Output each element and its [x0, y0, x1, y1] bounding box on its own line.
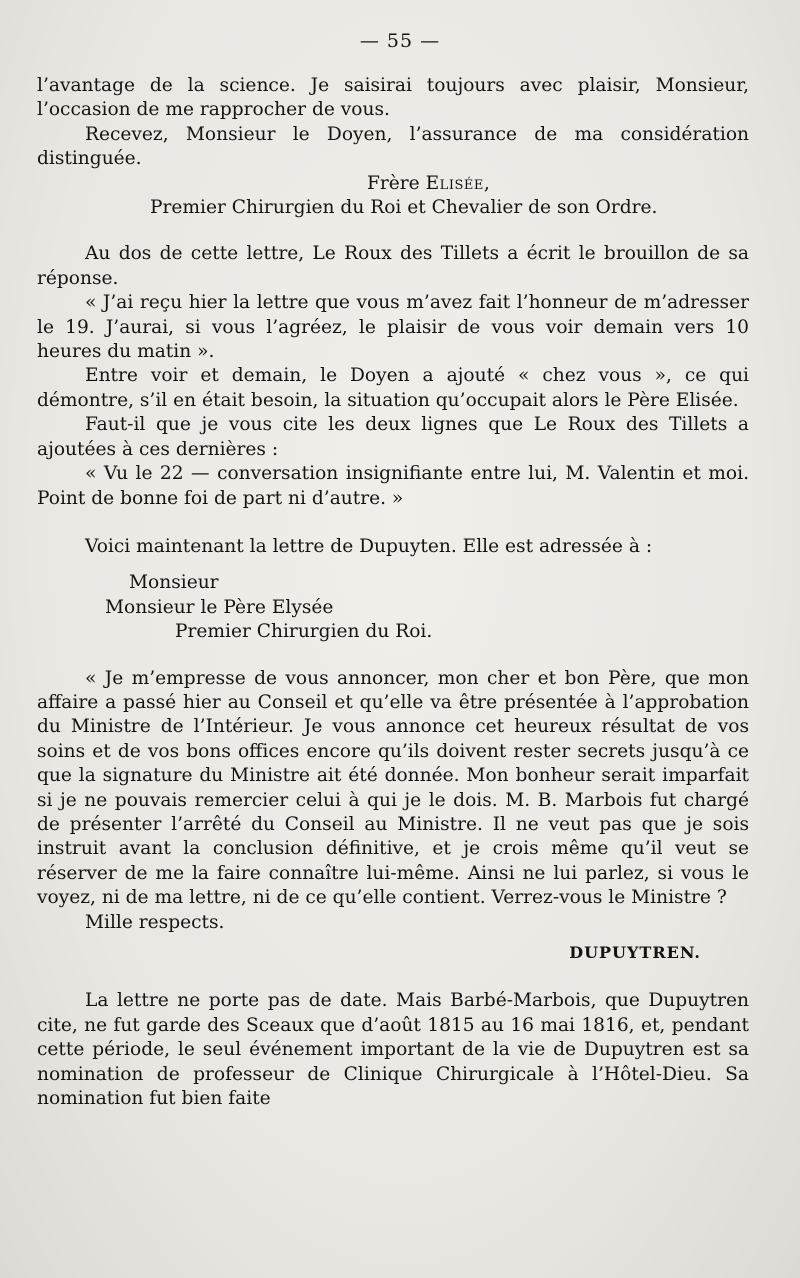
address-line: Monsieur le Père Elysée	[105, 596, 334, 618]
paragraph: « Vu le 22 — conversation insignifiante entre lui, M. Valentin et moi. Point de bonne foi de part ni d’autre. »	[37, 463, 749, 509]
page-body	[37, 74, 749, 1111]
signature-title: Premier Chirurgien du Roi et Chevalier de son Ordre.	[150, 197, 658, 219]
signature-dupuytren: DUPUYTREN.	[569, 943, 701, 962]
paragraph: « J’ai reçu hier la lettre que vous m’avez fait l’honneur de m’adresser le 19. J’aurai, si vous l’agréez, le plaisir de vous voir demain vers 10 heures du matin ».	[37, 292, 749, 363]
signature-first: Frère	[367, 172, 426, 194]
signature-elisee	[37, 172, 749, 196]
letter-closing: Mille respects.	[85, 911, 225, 933]
letter-body: « Je m’empresse de vous annoncer, mon cher et bon Père, que mon affaire a passé hier au Conseil et qu’elle va être présentée à l’approbation du Ministre de l’Intérieur. Je vous annonce cet heureux résultat de vos soins et de vos bons offices encore qu’ils doivent rester secrets jusqu’à ce que la signature du Ministre ait été donnée. Mon bonheur serait imparfait si je ne pouvais remercier celui à qui je le dois. M. B. Marbois fut chargé de présenter l’arrêté du Conseil au Ministre. Il ne veut pas que je sois instruit avant la conclusion définitive, et je crois même qu’il veut se réserver de me la faire connaître lui-même. Ainsi ne lui parlez, si vous le voyez, ni de ma lettre, ni de ce qu’elle contient. Verrez-vous le Ministre ?	[37, 667, 749, 909]
paragraph: Entre voir et demain, le Doyen a ajouté « chez vous », ce qui démontre, s’il en était besoin, la situation qu’occupait alors le Père Elisée.	[37, 365, 749, 411]
signature-last: Elisée,	[425, 172, 491, 194]
paragraph: Au dos de cette lettre, Le Roux des Tillets a écrit le brouillon de sa réponse.	[37, 243, 749, 289]
address-line: Premier Chirurgien du Roi.	[175, 621, 433, 643]
page-number: — 55 —	[359, 30, 441, 52]
paragraph: La lettre ne porte pas de date. Mais Barbé-Marbois, que Dupuytren cite, ne fut garde des Sceaux que d’août 1815 au 16 mai 1816, et, pendant cette période, le seul événement important de la vie de Dupuytren est sa nomination de professeur de Clinique Chirurgicale à l’Hôtel-Dieu. Sa nomination fut bien faite	[37, 990, 749, 1110]
paragraph: Recevez, Monsieur le Doyen, l’assurance de ma considération distinguée.	[37, 123, 749, 170]
address-line: Monsieur	[129, 572, 219, 594]
paragraph: Voici maintenant la lettre de Dupuyten. Elle est adressée à :	[85, 535, 653, 557]
paragraph: l’avantage de la science. Je saisirai toujours avec plaisir, Monsieur, l’occasion de me rapprocher de vous.	[37, 75, 749, 121]
paragraph: Faut-il que je vous cite les deux lignes que Le Roux des Tillets a ajoutées à ces dernières :	[37, 414, 749, 460]
